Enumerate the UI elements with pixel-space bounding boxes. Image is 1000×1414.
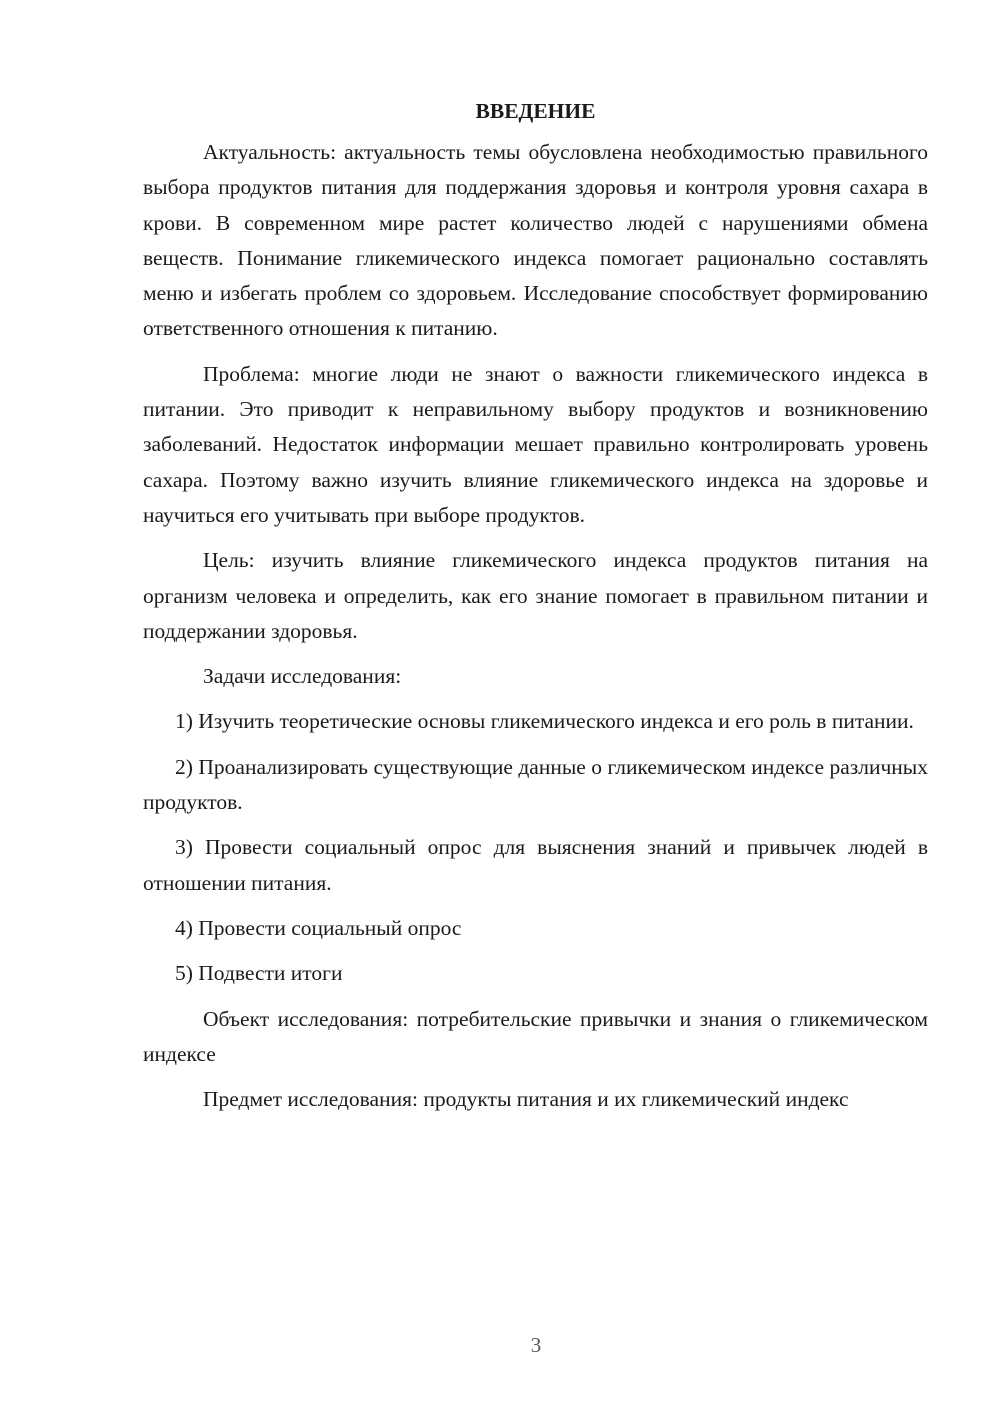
task-item-3: 3) Провести социальный опрос для выяснения знаний и привычек людей в отношении питания. [143,835,928,895]
task-item-1: 1) Изучить теоретические основы гликемического индекса и его роль в питании. [175,709,914,734]
page-title: ВВЕДЕНИЕ [475,99,596,123]
tasks-heading: Задачи исследования: [203,664,402,689]
task-item-2: 2) Проанализировать существующие данные о гликемическом индексе различных продуктов. [143,754,928,815]
task-item-4: 4) Провести социальный опрос [175,915,462,940]
task-item-5: 5) Подвести итоги [175,961,343,986]
goal-paragraph: Цель: изучить влияние гликемического индекса продуктов питания на организм человека и определить, как его знание помогает в правильном питании и поддержании здоровья. [143,548,928,643]
relevance-paragraph: Актуальность: актуальность темы обусловлена необходимостью правильного выбора продуктов питания для поддержания здоровья и контроля уровня сахара в крови. В современном мире растет количество людей с нарушениями обмена веществ. Понимание гликемического индекса помогает рационально составлять меню и избегать проблем со здоровьем. Исследование способствует формированию ответственного отношения к питанию. [143,140,928,341]
subject-paragraph: Предмет исследования: продукты питания и их гликемический индекс [203,1087,849,1112]
page-number: 3 [530,1333,542,1357]
document-page [143,94,928,1127]
problem-paragraph: Проблема: многие люди не знают о важности гликемического индекса в питании. Это приводит к неправильному выбору продуктов и возникновению заболеваний. Недостаток информации мешает правильно контролировать уровень сахара. Поэтому важно изучить влияние гликемического индекса на здоровье и научиться его учитывать при выборе продуктов. [143,361,928,527]
object-paragraph: Объект исследования: потребительские привычки и знания о гликемическом индексе [143,1006,928,1066]
